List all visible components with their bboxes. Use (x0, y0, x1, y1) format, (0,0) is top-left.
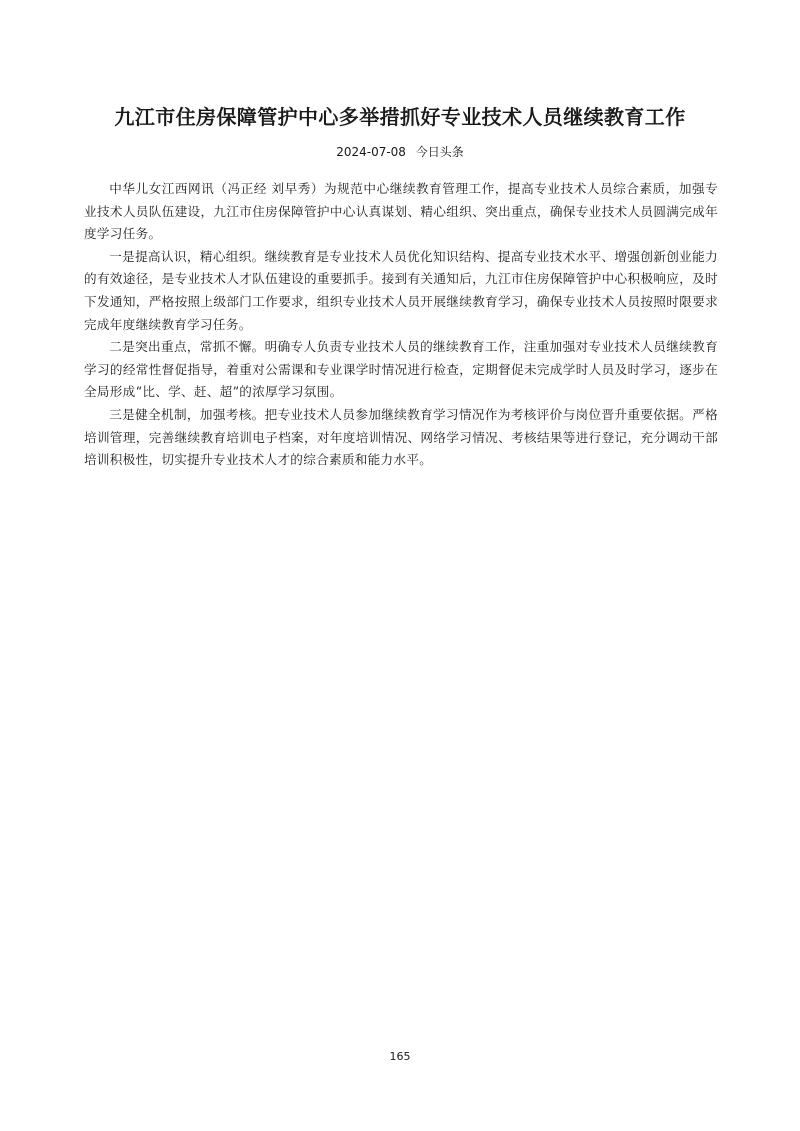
publish-source: 今日头条 (415, 145, 464, 159)
paragraph-point-2: 二是突出重点，常抓不懈。明确专人负责专业技术人员的继续教育工作，注重加强对专业技术人员继续教育学习的经常性督促指导，着重对公需课和专业课学时情况进行检查，定期督促未完成学时人员及时学习，逐步在全局形成“比、学、赶、超”的浓厚学习氛围。 (84, 339, 718, 400)
article-body (84, 178, 718, 472)
page-number: 165 (389, 1050, 411, 1063)
paragraph-point-3: 三是健全机制，加强考核。把专业技术人员参加继续教育学习情况作为考核评价与岗位晋升重要依据。严格培训管理，完善继续教育培训电子档案，对年度培训情况、网络学习情况、考核结果等进行登记，充分调动干部培训积极性，切实提升专业技术人才的综合素质和能力水平。 (84, 406, 718, 468)
paragraph-intro: 中华儿女江西网讯（冯正经 刘早秀）为规范中心继续教育管理工作，提高专业技术人员综合素质，加强专业技术人员队伍建设，九江市住房保障管护中心认真谋划、精心组织、突出重点，确保专业技术人员圆满完成年度学习任务。 (84, 181, 718, 242)
publish-date: 2024-07-08 (336, 145, 406, 159)
article-title: 九江市住房保障管护中心多举措抓好专业技术人员继续教育工作 (114, 105, 686, 129)
paragraph-point-1: 一是提高认识，精心组织。继续教育是专业技术人员优化知识结构、提高专业技术水平、增强创新创业能力的有效途径，是专业技术人才队伍建设的重要抓手。接到有关通知后，九江市住房保障管护中心积极响应，及时下发通知，严格按照上级部门工作要求，组织专业技术人员开展继续教育学习，确保专业技术人员按照时限要求完成年度继续教育学习任务。 (84, 248, 718, 332)
article-meta (100, 143, 700, 161)
